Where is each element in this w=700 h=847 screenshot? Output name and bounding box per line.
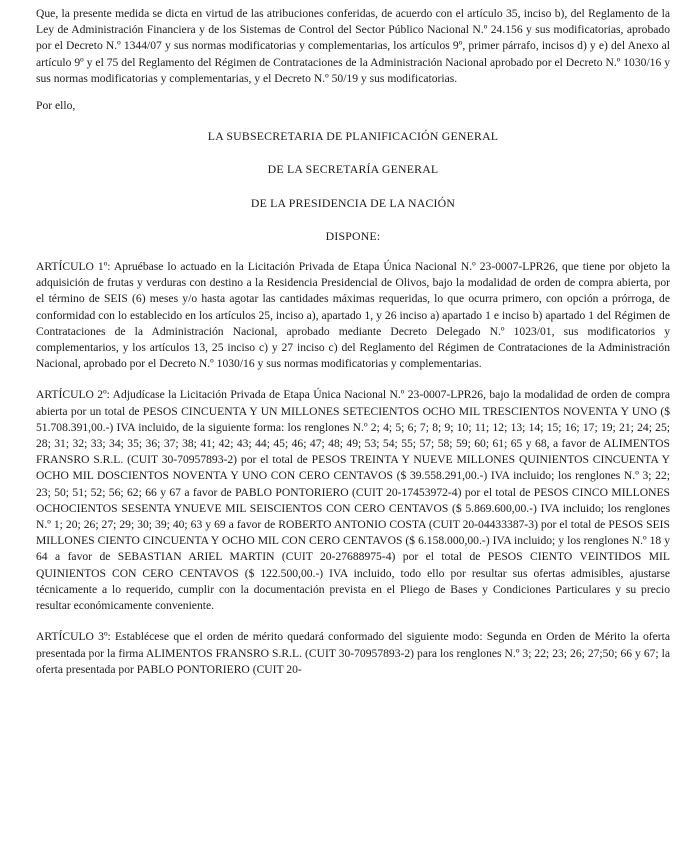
- article-1: ARTÍCULO 1º: Apruébase lo actuado en la Licitación Privada de Etapa Única Nacional N.º 23-0007-LPR26, que tiene por objeto la adquisición de frutas y verduras con destino a la Residencia Presidencial de Olivos, bajo la modalidad de orden de compra abierta, por el término de SEIS (6) meses y/o hasta agotar las cantidades máximas requeridas, lo que ocurra primero, con opción a prórroga, de conformidad con lo establecido en los artículos 25, inciso a), apartado 1, y 26 inciso a) apartado 1 e inciso b) apartado 1 del Régimen de Contrataciones de la Administración Nacional, aprobado mediante Decreto Delegado N.º 1023/01, sus modificatorios y complementarios, y los artículos 13, 25 inciso c) y 27 inciso c) del Reglamento del Régimen de Contrataciones de la Administración Nacional, aprobado por el Decreto N.º 1030/16 y sus normas modificatorias y complementarias.: [36, 260, 670, 371]
- heading-line-secretaria: DE LA SECRETARÍA GENERAL: [267, 162, 439, 177]
- intro-paragraph: Que, la presente medida se dicta en virtud de las atribuciones conferidas, de acuerdo con el artículo 35, inciso b), del Reglamento de la Ley de Administración Financiera y de los Sistemas de Control del Sector Público Nacional N.º 24.156 y sus modificatorias, aprobado por el Decreto N.º 1344/07 y sus normas modificatorias y complementarias, los artículos 9º, primer párrafo, incisos d) y e) del Anexo al artículo 9º y el 75 del Reglamento del Régimen de Contrataciones de la Administración Nacional aprobado por el Decreto N.º 1030/16 y sus normas modificatorias y complementarias, y el Decreto N.º 50/19 y sus modificatorias.: [36, 7, 670, 85]
- article-2: ARTÍCULO 2º: Adjudícase la Licitación Privada de Etapa Única Nacional N.º 23-0007-LPR26, bajo la modalidad de orden de compra abierta por un total de PESOS CINCUENTA Y UN MILLONES SETECIENTOS OCHO MIL TRESCIENTOS NOVENTA Y UNO ($ 51.708.391,00.-) IVA incluido, de la siguiente forma: los renglones N.º 2; 4; 5; 6; 7; 8; 9; 10; 11; 12; 13; 14; 15; 16; 17; 19; 21; 24; 25; 28; 31; 32; 33; 34; 35; 36; 37; 38; 41; 42; 43; 44; 45; 46; 47; 48; 49; 53; 54; 55; 57; 58; 59; 60; 61; 65 y 68, a favor de ALIMENTOS FRANSRO S.R.L. (CUIT 30-70957893-2) por el total de PESOS TREINTA Y NUEVE MILLONES QUINIENTOS CINCUENTA Y OCHO MIL DOSCIENTOS NOVENTA Y UNO CON CERO CENTAVOS ($ 39.558.291,00.-) IVA incluido; los renglones N.º 3; 22; 23; 50; 51; 52; 56; 62; 66 y 67 a favor de PABLO PONTORIERO (CUIT 20-17453972-4) por el total de PESOS CINCO MILLONES OCHOCIENTOS SESENTA YNUEVE MIL SEISCIENTOS CON CERO CENTAVOS ($ 5.869.600,00.-) IVA incluido; los renglones N.º 1; 20; 26; 27; 29; 30; 39; 40; 63 y 69 a favor de ROBERTO ANTONIO COSTA (CUIT 20-04433387-3) por el total de PESOS SEIS MILLONES CIENTO CINCUENTA Y OCHO MIL CON CERO CENTAVOS ($ 6.158.000,00.-) IVA incluido; y los renglones N.º 18 y 64 a favor de SEBASTIAN ARIEL MARTIN (CUIT 20-27688975-4) por el total de PESOS CIENTO VEINTIDOS MIL QUINIENTOS CON CERO CENTAVOS ($ 122.500,00.-) IVA incluido, todo ello por resultar sus ofertas admisibles, ajustarse técnicamente a lo requerido, cumplir con la documentación prevista en el Pliego de Bases y Condiciones Particulares y su precio resultar económicamente conveniente.: [36, 388, 670, 613]
- heading-line-presidencia: DE LA PRESIDENCIA DE LA NACIÓN: [250, 195, 456, 210]
- document-page: [36, 6, 670, 678]
- heading-dispone: DISPONE:: [325, 228, 381, 243]
- article-3: ARTÍCULO 3º: Establécese que el orden de mérito quedará conformado del siguiente modo: Segunda en Orden de Mérito la oferta presentada por la firma ALIMENTOS FRANSRO S.R.L. (CUIT 30-70957893-2) para los renglones N.º 3; 22; 23; 26; 27;50; 66 y 67; la oferta presentada por PABLO PONTORIERO (CUIT 20-: [36, 630, 670, 676]
- por-ello-text: Por ello,: [36, 99, 76, 113]
- heading-line-subsecretaria: LA SUBSECRETARIA DE PLANIFICACIÓN GENERAL: [207, 129, 499, 144]
